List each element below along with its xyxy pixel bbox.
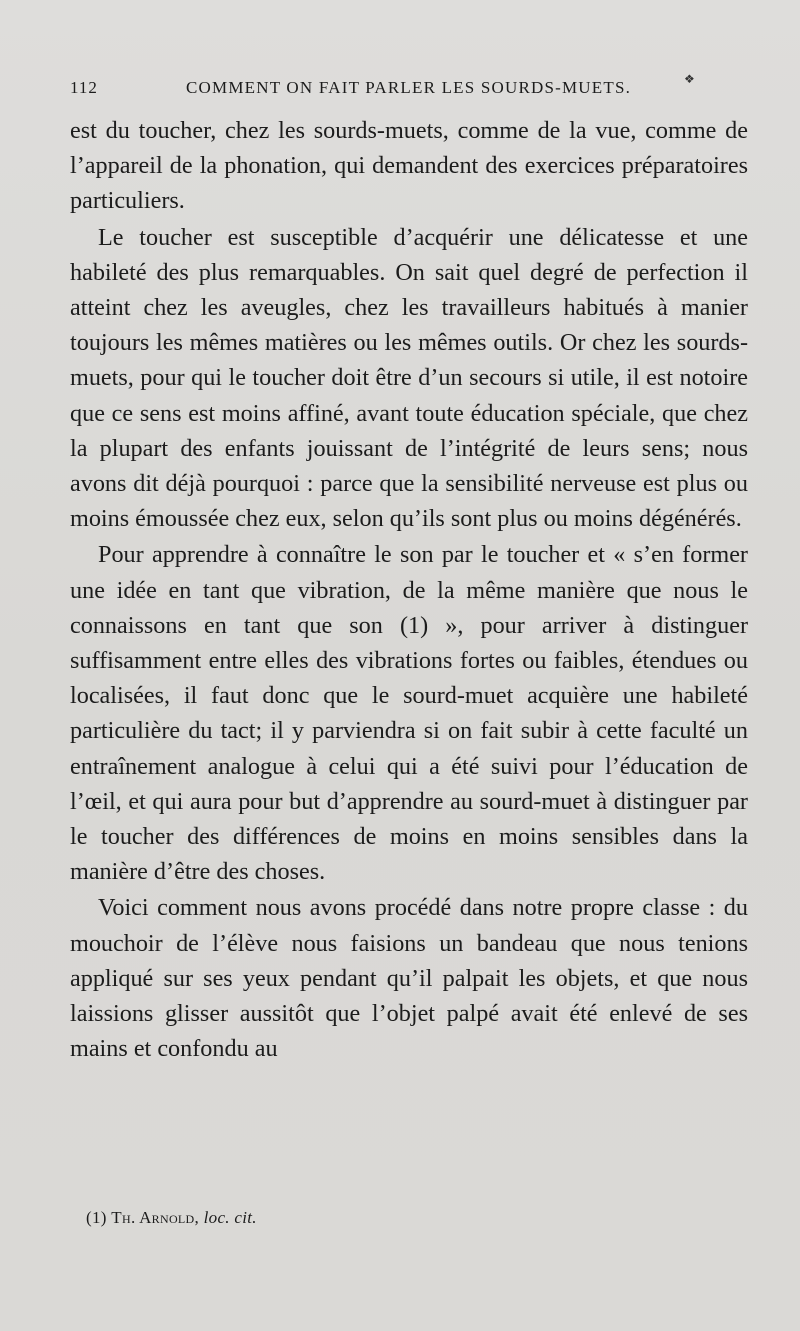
footnote-marker: (1)	[86, 1208, 107, 1227]
page-number: 112	[70, 78, 98, 97]
paragraph: Voici comment nous avons procédé dans notre propre classe : du mouchoir de l’élève nous faisions un bandeau que nous tenions appliqué sur ses yeux pendant qu’il palpait les objets, et que nous laissions glisser aussitôt que l’objet palpé avait été enlevé de ses mains et confondu au	[70, 894, 748, 1063]
body-text	[70, 113, 748, 1066]
footnote-reference: loc. cit.	[203, 1208, 257, 1227]
running-head-title: COMMENT ON FAIT PARLER LES SOURDS-MUETS.	[186, 78, 632, 97]
printer-ornament-icon: ❖	[684, 72, 696, 86]
footnote-author: Th. Arnold,	[111, 1208, 200, 1227]
paragraph: Pour apprendre à connaître le son par le toucher et « s’en former une idée en tant que vibration, de la même manière que nous le connaissons en tant que son (1) », pour arriver à distinguer suffisamment entre elles des vibrations fortes ou faibles, étendues ou localisées, il faut donc que le sourd-muet acquière une habileté particulière du tact; il y parviendra si on fait subir à cette faculté un entraînement analogue à celui qui a été suivi pour l’éducation de l’œil, et qui aura pour but d’apprendre au sourd-muet à distinguer par le toucher des différences de moins en moins sensibles dans la manière d’être des choses.	[70, 541, 748, 886]
footnote	[86, 1208, 257, 1228]
paragraph: Le toucher est susceptible d’acquérir une délicatesse et une habileté des plus remarquables. On sait quel degré de perfection il atteint chez les aveugles, chez les travailleurs habitués à manier toujours les mêmes matières ou les mêmes outils. Or chez les sourds-muets, pour qui le toucher doit être d’un secours si utile, il est notoire que ce sens est moins affiné, avant toute éducation spéciale, que chez la plupart des enfants jouissant de l’intégrité de leurs sens; nous avons dit déjà pourquoi : parce que la sensibilité nerveuse est plus ou moins émoussée chez eux, selon qu’ils sont plus ou moins dégénérés.	[70, 223, 748, 533]
running-head	[70, 72, 750, 102]
paragraph-continuation: est du toucher, chez les sourds-muets, comme de la vue, comme de l’appareil de la phonation, qui demandent des exercices préparatoires particuliers.	[70, 117, 748, 215]
